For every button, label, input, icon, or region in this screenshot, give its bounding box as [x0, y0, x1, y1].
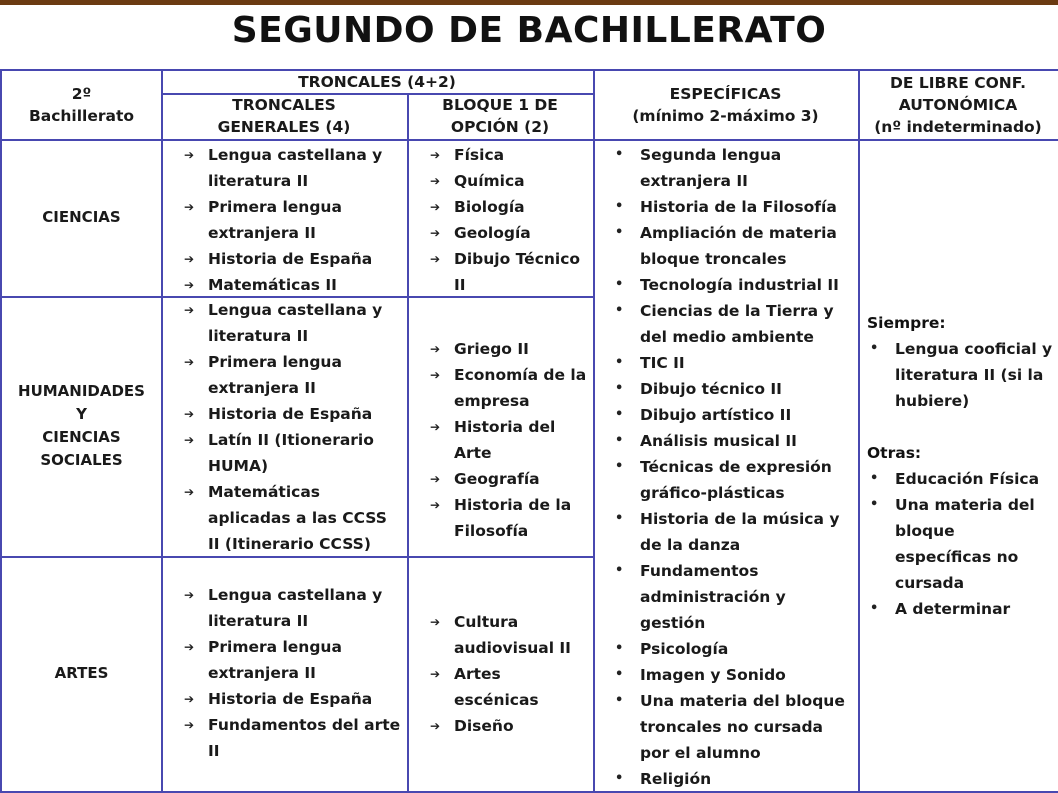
list-item-text: Historia de la Filosofía — [454, 496, 572, 540]
arrow-bullet-icon: ➔ — [184, 433, 195, 447]
list-item-text: A determinar — [895, 600, 1011, 618]
list-item — [407, 661, 593, 713]
arrow-bullet-icon: ➔ — [430, 342, 441, 356]
dot-bullet-icon: • — [615, 563, 624, 578]
list-item-text: Análisis musical II — [640, 432, 797, 450]
list-item — [593, 376, 858, 402]
list-item-text: Dibujo técnico II — [640, 380, 782, 398]
list-item — [593, 636, 858, 662]
arrow-bullet-icon: ➔ — [430, 368, 441, 382]
arrow-bullet-icon: ➔ — [184, 485, 195, 499]
libre-cell — [858, 139, 1058, 793]
dot-bullet-icon: • — [615, 225, 624, 240]
row-label-line: HUMANIDADES — [18, 382, 145, 400]
subject-list — [593, 142, 858, 792]
dot-bullet-icon: • — [615, 459, 624, 474]
dot-bullet-icon: • — [615, 199, 624, 214]
list-item — [161, 582, 407, 634]
list-item — [593, 142, 858, 194]
list-item-text: Dibujo Técnico II — [454, 250, 581, 294]
list-item-text: Química — [454, 172, 525, 190]
dot-bullet-icon: • — [615, 641, 624, 656]
dot-bullet-icon: • — [615, 771, 624, 786]
opcion-cell-ciencias — [407, 139, 595, 298]
list-item — [858, 596, 1058, 622]
list-item-text: Historia de la Filosofía — [640, 198, 837, 216]
list-item-text: Historia del Arte — [454, 418, 556, 462]
list-item-text: Historia de la música y de la danza — [640, 510, 840, 554]
list-item — [407, 609, 593, 661]
list-item — [593, 298, 858, 350]
list-item-text: Artes escénicas — [454, 665, 539, 709]
list-item — [593, 662, 858, 688]
list-item-text: Geología — [454, 224, 531, 242]
list-item-text: Economía de la empresa — [454, 366, 587, 410]
subject-list — [161, 297, 407, 557]
arrow-bullet-icon: ➔ — [184, 640, 195, 654]
arrow-bullet-icon: ➔ — [184, 148, 195, 162]
list-item — [858, 336, 1058, 414]
header-libre — [858, 69, 1058, 141]
generales-cell-artes — [161, 556, 409, 793]
arrow-bullet-icon: ➔ — [184, 200, 195, 214]
generales-cell-ciencias — [161, 139, 409, 298]
list-item-text: Matemáticas aplicadas a las CCSS II (Itinerario CCSS) — [208, 483, 387, 553]
header-line: TRONCALES — [232, 96, 336, 114]
subject-list — [407, 142, 593, 298]
list-item — [593, 506, 858, 558]
dot-bullet-icon: • — [615, 667, 624, 682]
header-troncales — [161, 69, 595, 95]
list-item-text: Dibujo artístico II — [640, 406, 792, 424]
list-item — [593, 194, 858, 220]
header-line: AUTONÓMICA — [898, 96, 1018, 114]
header-especificas — [593, 69, 860, 141]
list-item-text: Lengua castellana y literatura II — [208, 586, 383, 630]
header-troncales-label: TRONCALES (4+2) — [298, 73, 456, 91]
list-item-text: TIC II — [640, 354, 685, 372]
list-item — [407, 168, 593, 194]
arrow-bullet-icon: ➔ — [430, 252, 441, 266]
list-item — [407, 492, 593, 544]
list-item — [407, 414, 593, 466]
arrow-bullet-icon: ➔ — [184, 303, 195, 317]
list-item-text: Lengua castellana y literatura II — [208, 146, 383, 190]
list-item-text: Primera lengua extranjera II — [208, 198, 342, 242]
otras-list — [858, 466, 1058, 622]
list-item-text: Una materia del bloque específicas no cursada — [895, 496, 1035, 592]
list-item-text: Técnicas de expresión gráfico-plásticas — [640, 458, 832, 502]
row-label-artes — [0, 556, 163, 793]
header-line: OPCIÓN (2) — [450, 118, 550, 136]
dot-bullet-icon: • — [615, 407, 624, 422]
row-label-ciencias — [0, 139, 163, 298]
list-item-text: Griego II — [454, 340, 529, 358]
arrow-bullet-icon: ➔ — [184, 692, 195, 706]
list-item-text: Historia de España — [208, 405, 373, 423]
list-item — [161, 194, 407, 246]
list-item — [407, 220, 593, 246]
list-item — [593, 766, 858, 792]
list-item-text: Latín II (Itionerario HUMA) — [208, 431, 374, 475]
list-item-text: Segunda lengua extranjera II — [640, 146, 782, 190]
list-item — [161, 427, 407, 479]
list-item-text: Lengua castellana y literatura II — [208, 301, 383, 345]
subject-list — [161, 142, 407, 298]
dot-bullet-icon: • — [615, 433, 624, 448]
dot-bullet-icon: • — [615, 277, 624, 292]
list-item-text: Cultura audiovisual II — [454, 613, 571, 657]
dot-bullet-icon: • — [615, 355, 624, 370]
row-label-line: SOCIALES — [40, 451, 123, 469]
dot-bullet-icon: • — [615, 511, 624, 526]
subject-list — [161, 582, 407, 764]
arrow-bullet-icon: ➔ — [184, 718, 195, 732]
arrow-bullet-icon: ➔ — [184, 355, 195, 369]
list-item — [407, 713, 593, 739]
arrow-bullet-icon: ➔ — [184, 407, 195, 421]
opcion-cell-humanidades — [407, 296, 595, 558]
row-label-humanidades — [0, 296, 163, 558]
header-bloque-opcion — [407, 93, 595, 141]
header-corner-line: Bachillerato — [28, 107, 135, 125]
list-item — [161, 297, 407, 349]
list-item — [407, 194, 593, 220]
arrow-bullet-icon: ➔ — [430, 200, 441, 214]
otras-label: Otras: — [867, 444, 922, 462]
list-item — [161, 479, 407, 557]
list-item — [593, 454, 858, 506]
page-title: SEGUNDO DE BACHILLERATO — [231, 10, 827, 51]
arrow-bullet-icon: ➔ — [430, 148, 441, 162]
list-item-text: Diseño — [454, 717, 514, 735]
row-label-line: Y — [76, 405, 87, 423]
siempre-list — [858, 336, 1058, 414]
dot-bullet-icon: • — [870, 497, 879, 512]
list-item-text: Imagen y Sonido — [640, 666, 786, 684]
generales-cell-humanidades — [161, 296, 409, 558]
list-item-text: Ampliación de materia bloque troncales — [640, 224, 837, 268]
arrow-bullet-icon: ➔ — [430, 498, 441, 512]
arrow-bullet-icon: ➔ — [430, 420, 441, 434]
list-item — [593, 402, 858, 428]
list-item — [161, 712, 407, 764]
header-corner-line: 2º — [71, 85, 92, 103]
list-item-text: Geografía — [454, 470, 540, 488]
header-line: BLOQUE 1 DE — [442, 96, 558, 114]
list-item-text: Primera lengua extranjera II — [208, 638, 342, 682]
list-item — [161, 401, 407, 427]
list-item — [407, 362, 593, 414]
list-item-text: Lengua cooficial y literatura II (si la hubiere) — [895, 340, 1053, 410]
list-item — [161, 349, 407, 401]
siempre-label: Siempre: — [867, 314, 946, 332]
especificas-cell — [593, 139, 860, 793]
list-item — [407, 466, 593, 492]
list-item — [161, 686, 407, 712]
dot-bullet-icon: • — [615, 381, 624, 396]
list-item-text: Biología — [454, 198, 525, 216]
header-line: ESPECÍFICAS — [669, 85, 782, 103]
subject-list — [407, 336, 593, 544]
subject-list — [407, 609, 593, 739]
arrow-bullet-icon: ➔ — [430, 667, 441, 681]
list-item — [161, 634, 407, 686]
opcion-cell-artes — [407, 556, 595, 793]
header-corner — [0, 69, 163, 141]
arrow-bullet-icon: ➔ — [430, 615, 441, 629]
list-item — [161, 272, 407, 298]
header-line: GENERALES (4) — [217, 118, 351, 136]
arrow-bullet-icon: ➔ — [430, 719, 441, 733]
header-line: (mínimo 2-máximo 3) — [632, 107, 819, 125]
list-item-text: Fundamentos del arte II — [208, 716, 401, 760]
list-item-text: Primera lengua extranjera II — [208, 353, 342, 397]
row-label-line: CIENCIAS — [42, 428, 121, 446]
list-item-text: Historia de España — [208, 690, 373, 708]
list-item — [593, 558, 858, 636]
dot-bullet-icon: • — [615, 693, 624, 708]
arrow-bullet-icon: ➔ — [184, 252, 195, 266]
arrow-bullet-icon: ➔ — [430, 472, 441, 486]
arrow-bullet-icon: ➔ — [430, 226, 441, 240]
header-line: DE LIBRE CONF. — [890, 74, 1026, 92]
list-item — [161, 142, 407, 194]
spacer — [858, 414, 1058, 440]
list-item — [593, 688, 858, 766]
header-troncales-generales — [161, 93, 409, 141]
list-item-text: Una materia del bloque troncales no cursada por el alumno — [640, 692, 845, 762]
list-item — [858, 466, 1058, 492]
header-line: (nº indeterminado) — [874, 118, 1042, 136]
row-label-line: CIENCIAS — [42, 208, 121, 226]
dot-bullet-icon: • — [615, 303, 624, 318]
list-item — [858, 492, 1058, 596]
dot-bullet-icon: • — [870, 601, 879, 616]
list-item-text: Matemáticas II — [208, 276, 337, 294]
list-item — [593, 220, 858, 272]
arrow-bullet-icon: ➔ — [184, 278, 195, 292]
list-item-text: Tecnología industrial II — [640, 276, 839, 294]
dot-bullet-icon: • — [870, 471, 879, 486]
list-item-text: Física — [454, 146, 505, 164]
list-item — [407, 142, 593, 168]
list-item-text: Religión — [640, 770, 712, 788]
dot-bullet-icon: • — [870, 341, 879, 356]
list-item-text: Educación Física — [895, 470, 1040, 488]
list-item-text: Fundamentos administración y gestión — [640, 562, 786, 632]
list-item — [593, 350, 858, 376]
list-item-text: Ciencias de la Tierra y del medio ambiente — [640, 302, 834, 346]
arrow-bullet-icon: ➔ — [184, 588, 195, 602]
list-item-text: Historia de España — [208, 250, 373, 268]
arrow-bullet-icon: ➔ — [430, 174, 441, 188]
list-item — [161, 246, 407, 272]
list-item — [593, 428, 858, 454]
dot-bullet-icon: • — [615, 147, 624, 162]
list-item — [407, 336, 593, 362]
row-label-line: ARTES — [54, 664, 109, 682]
list-item — [407, 246, 593, 298]
list-item-text: Psicología — [640, 640, 729, 658]
list-item — [593, 272, 858, 298]
